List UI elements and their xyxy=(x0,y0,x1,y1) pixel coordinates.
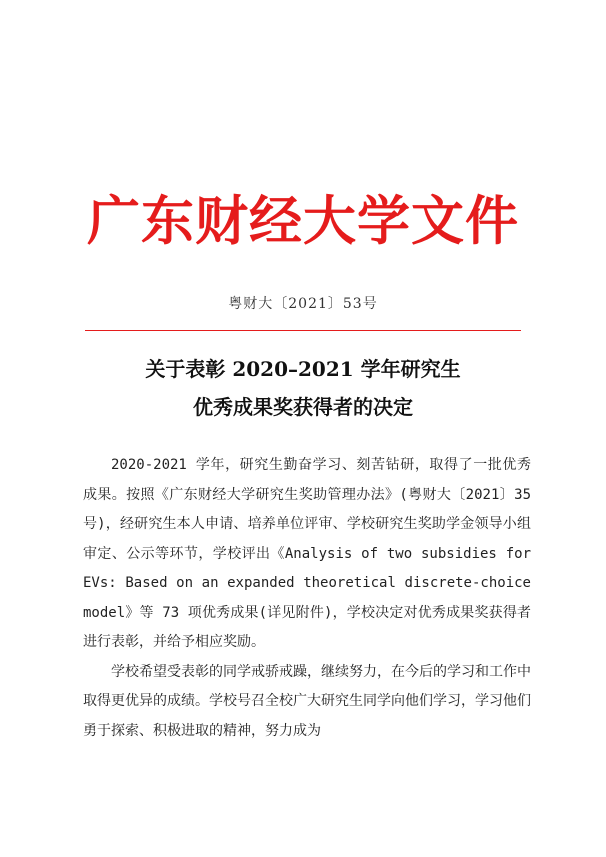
document-body xyxy=(83,451,531,746)
title-line-2: 优秀成果奖获得者的决定 xyxy=(193,395,413,419)
document-number: 粤财大〔2021〕53号 xyxy=(228,296,378,312)
document-title xyxy=(0,354,606,422)
red-divider-line xyxy=(85,330,521,331)
document-masthead: 广东财经大学文件 xyxy=(87,191,519,252)
body-paragraph-1: 2020-2021 学年，研究生勤奋学习、刻苦钻研，取得了一批优秀成果。按照《广东财经大学研究生奖助管理办法》(粤财大〔2021〕35 号)，经研究生本人申请、培养单位评审、学校研究生奖助学金领导小组审定、公示等环节，学校评出《Analysis of two subsidies for EVs: Based on an expanded theoretical discrete-choice model》等 73 项优秀成果(详见附件)，学校决定对优秀成果奖获得者进行表彰，并给予相应奖励。 xyxy=(83,457,531,650)
body-paragraph-2: 学校希望受表彰的同学戒骄戒躁，继续努力，在今后的学习和工作中取得更优异的成绩。学校号召全校广大研究生同学向他们学习，学习他们勇于探索、积极进取的精神，努力成为 xyxy=(83,663,531,739)
title-line-1: 关于表彰 2020–2021 学年研究生 xyxy=(145,357,461,381)
